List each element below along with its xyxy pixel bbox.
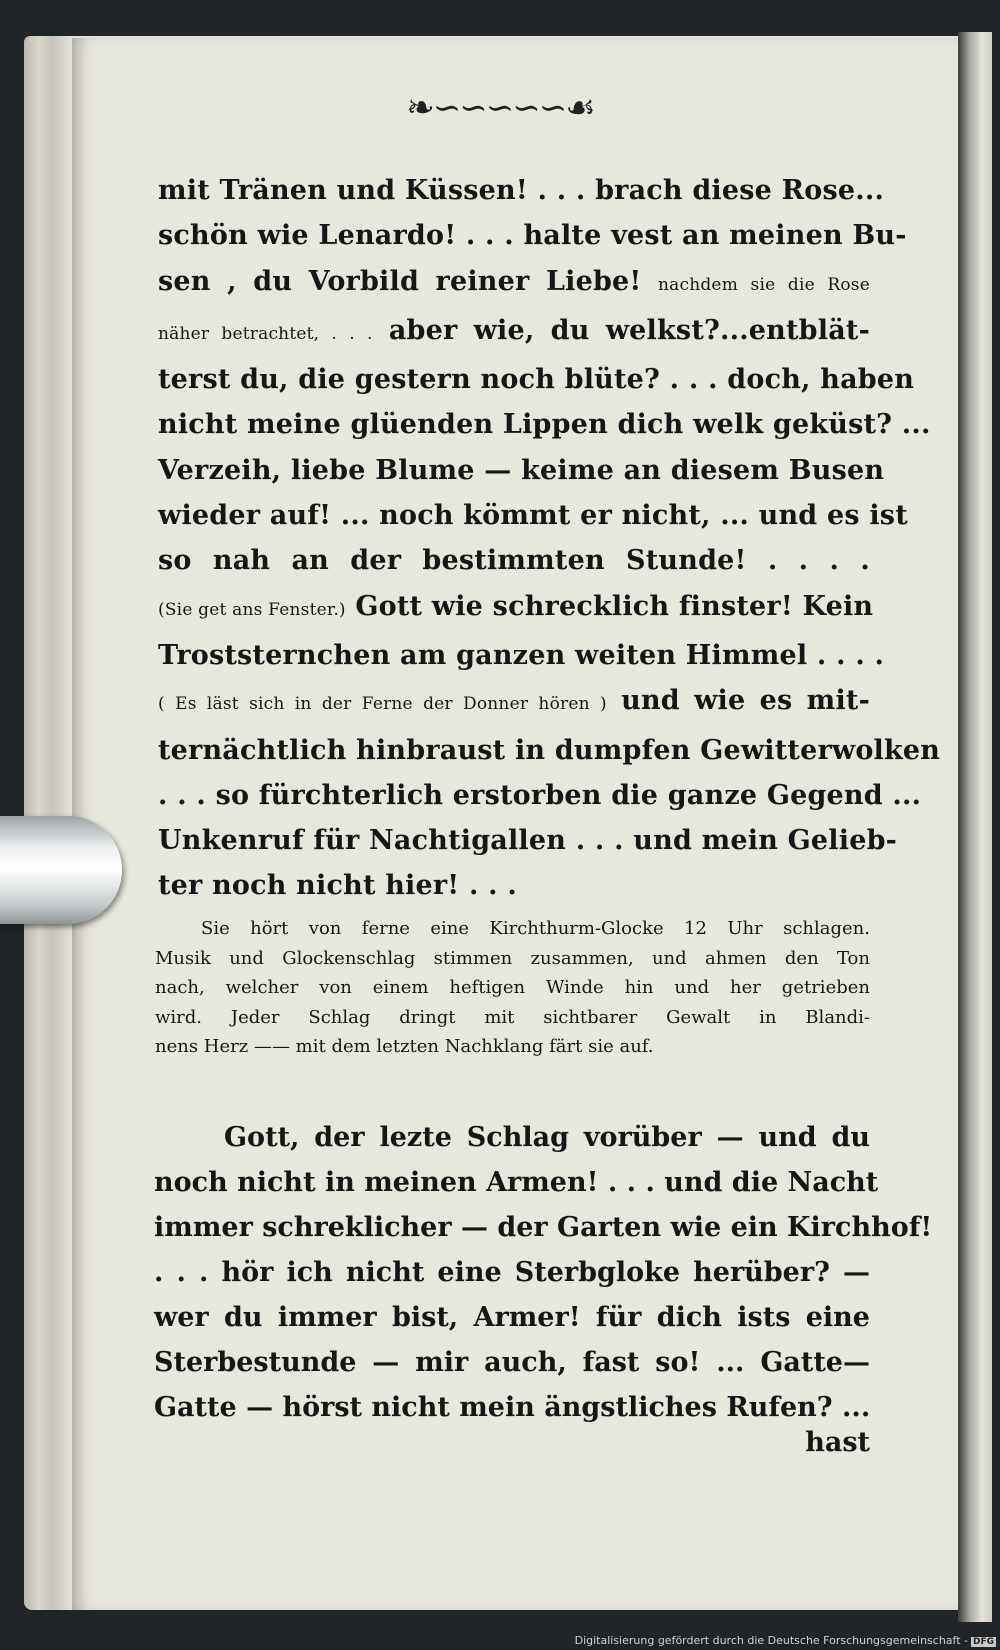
main-text-block — [158, 168, 941, 909]
header-ornament: ❧∽∽∽∽∽☙ — [406, 88, 594, 128]
text-line — [158, 493, 908, 538]
line-text: Gott wie schrecklich finster! Kein — [355, 590, 874, 622]
line-text: Verzeih, liebe Blume — keime an diesem Busen — [158, 454, 885, 486]
stage-direction — [155, 914, 870, 1062]
stage-line: nach, welcher von einem heftigen Winde hin und her getrieben — [155, 977, 870, 998]
text-line — [158, 357, 915, 402]
stage-line: Sie hört von ferne eine Kirchthurm-Glocke 12 Uhr schlagen. — [201, 918, 870, 939]
line-text: mit Tränen und Küssen! . . . brach diese Rose... — [158, 175, 885, 206]
text-line: Gott, der lezte Schlag vorüber — und du — [224, 1122, 870, 1153]
stage-note: ( Es läst sich in der Ferne der Donner hören ) — [158, 694, 607, 715]
text-line — [158, 168, 885, 213]
line-text: sen , du Vorbild reiner Liebe! — [158, 265, 642, 297]
text-line: wer du immer bist, Armer! für dich ists eine — [154, 1302, 870, 1333]
digitization-footer — [575, 1634, 996, 1647]
book-spine — [958, 32, 992, 1622]
line-text: ternächtlich hinbraust in dumpfen Gewitterwolken — [158, 734, 941, 766]
text-line — [158, 448, 885, 493]
text-line — [158, 402, 931, 447]
text-line — [158, 818, 898, 863]
text-line: noch nicht in meinen Armen! . . . und die Nacht — [154, 1167, 879, 1198]
stage-note: näher betrachtet, . . . — [158, 323, 373, 344]
text-line — [158, 728, 941, 773]
page-clip — [0, 816, 122, 924]
line-text: . . . so fürchterlich erstorben die ganze Gegend ... — [158, 779, 922, 811]
text-line — [158, 773, 922, 818]
text-line — [158, 633, 885, 678]
text-line — [158, 584, 874, 633]
text-line: . . . hör ich nicht eine Sterbgloke herüber? — — [154, 1257, 870, 1288]
stage-line: Musik und Glockenschlag stimmen zusammen, und ahmen den Ton — [155, 947, 870, 969]
line-text: wieder auf! ... noch kömmt er nicht, ... und es ist — [158, 500, 908, 532]
line-text: terst du, die gestern noch blüte? . . . doch, haben — [158, 364, 915, 396]
line-text: so nah an der bestimmten Stunde! . . . . — [158, 545, 870, 577]
line-text: ter noch nicht hier! . . . — [158, 870, 517, 902]
second-text-block — [154, 1115, 933, 1430]
text-line — [158, 538, 870, 583]
line-text: nicht meine glüenden Lippen dich welk geküst? ... — [158, 409, 931, 441]
stage-line: wird. Jeder Schlag dringt mit sichtbarer Gewalt in Blandi- — [155, 1006, 870, 1028]
line-text: Troststernchen am ganzen weiten Himmel . . . . — [158, 639, 885, 671]
line-text: und wie es mit- — [621, 685, 870, 717]
line-text: aber wie, du welkst?...entblät- — [388, 314, 870, 346]
stage-note: nachdem sie die Rose — [658, 274, 870, 295]
stage-line: nens Herz —— mit dem letzten Nachklang färt sie auf. — [155, 1036, 654, 1057]
text-line — [158, 213, 907, 258]
text-line: immer schreklicher — der Garten wie ein Kirchhof! — [154, 1212, 933, 1243]
text-line — [158, 863, 870, 908]
dfg-logo: DFG — [972, 1637, 994, 1647]
text-line: Gatte — hörst nicht mein ängstliches Rufen? ... — [154, 1392, 871, 1423]
catchword: hast — [805, 1427, 870, 1458]
text-line — [158, 259, 870, 308]
text-line — [158, 308, 870, 357]
text-line: Sterbestunde — mir auch, fast so! ... Gatte— — [154, 1347, 870, 1378]
footer-text: Digitalisierung gefördert durch die Deutsche Forschungsgemeinschaft - — [574, 1634, 968, 1647]
line-text: Unkenruf für Nachtigallen . . . und mein Gelieb- — [158, 825, 898, 857]
text-line — [158, 678, 870, 727]
stage-note: (Sie get ans Fenster.) — [158, 599, 346, 620]
line-text: schön wie Lenardo! . . . halte vest an meinen Bu- — [158, 220, 907, 252]
